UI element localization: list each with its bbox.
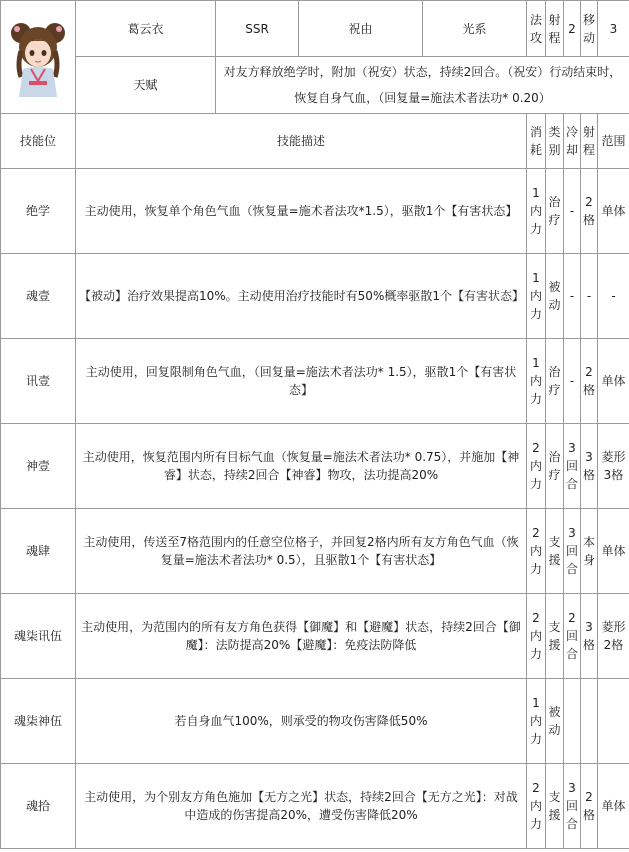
skill-desc: 若自身血气100%，则承受的物攻伤害降低50% xyxy=(76,679,527,764)
talent-label: 天赋 xyxy=(76,57,216,114)
skill-slot: 魂柒神伍 xyxy=(1,679,76,764)
table-row xyxy=(1,679,629,764)
skill-range: - xyxy=(581,254,598,339)
skill-area: 菱形3格 xyxy=(598,424,629,509)
skill-range: 2格 xyxy=(581,764,598,849)
header-cost: 消耗 xyxy=(527,114,546,169)
skill-category: 治疗 xyxy=(546,424,564,509)
skill-range xyxy=(581,679,598,764)
skill-area: 单体 xyxy=(598,764,629,849)
skill-cost: 2内力 xyxy=(527,764,546,849)
hero-portrait xyxy=(1,1,76,114)
skill-cooldown: 3回合 xyxy=(564,424,581,509)
skill-area: 单体 xyxy=(598,509,629,594)
hero-portrait-icon xyxy=(7,7,69,103)
skill-desc: 主动使用，为个别友方角色施加【无方之光】状态，持续2回合【无方之光】：对战中造成的伤害提高20%，遭受伤害降低20% xyxy=(76,764,527,849)
talent-text: 对友方释放绝学时，附加（祝安）状态，持续2回合。（祝安）行动结束时，恢复自身气血，（回复量=施法术者法功* 0.20） xyxy=(216,57,629,114)
skill-category: 被动 xyxy=(546,254,564,339)
hero-info-row xyxy=(1,1,629,57)
skill-category: 支援 xyxy=(546,764,564,849)
skill-cooldown: - xyxy=(564,169,581,254)
skill-category: 被动 xyxy=(546,679,564,764)
table-row xyxy=(1,764,629,849)
hero-move-value: 3 xyxy=(598,1,629,57)
skill-area: - xyxy=(598,254,629,339)
header-area: 范围 xyxy=(598,114,629,169)
skill-range: 本身 xyxy=(581,509,598,594)
skill-slot: 魂壹 xyxy=(1,254,76,339)
hero-element: 光系 xyxy=(423,1,527,57)
skill-desc: 【被动】治疗效果提高10%。主动使用治疗技能时有50%概率驱散1个【有害状态】 xyxy=(76,254,527,339)
hero-rarity: SSR xyxy=(216,1,299,57)
skill-desc: 主动使用，为范围内的所有友方角色获得【御魔】和【避魔】状态，持续2回合【御魔】：法防提高20%【避魔】：免疫法防降低 xyxy=(76,594,527,679)
table-header-row xyxy=(1,114,629,169)
table-row xyxy=(1,594,629,679)
header-category: 类别 xyxy=(546,114,564,169)
header-slot: 技能位 xyxy=(1,114,76,169)
skill-range: 3格 xyxy=(581,594,598,679)
header-cooldown: 冷却 xyxy=(564,114,581,169)
hero-name: 葛云衣 xyxy=(76,1,216,57)
skill-slot: 魂拾 xyxy=(1,764,76,849)
skill-cooldown: 2回合 xyxy=(564,594,581,679)
skill-slot: 讯壹 xyxy=(1,339,76,424)
skill-cooldown: - xyxy=(564,339,581,424)
skill-range: 2格 xyxy=(581,169,598,254)
skill-cost: 1内力 xyxy=(527,254,546,339)
skill-desc: 主动使用，回复限制角色气血，（回复量=施法术者法功* 1.5），驱散1个【有害状态】 xyxy=(76,339,527,424)
table-row xyxy=(1,424,629,509)
skill-area: 单体 xyxy=(598,339,629,424)
skill-category: 治疗 xyxy=(546,339,564,424)
skill-slot: 魂柒讯伍 xyxy=(1,594,76,679)
hero-range-label: 射程 xyxy=(546,1,564,57)
skill-category: 治疗 xyxy=(546,169,564,254)
skill-cost: 2内力 xyxy=(527,424,546,509)
skill-slot: 神壹 xyxy=(1,424,76,509)
skill-cost: 1内力 xyxy=(527,339,546,424)
skill-desc: 主动使用，恢复单个角色气血（恢复量=施术者法攻*1.5），驱散1个【有害状态】 xyxy=(76,169,527,254)
header-desc: 技能描述 xyxy=(76,114,527,169)
skill-cooldown: - xyxy=(564,254,581,339)
skill-range: 2格 xyxy=(581,339,598,424)
header-range: 射程 xyxy=(581,114,598,169)
skill-area: 单体 xyxy=(598,169,629,254)
talent-row xyxy=(1,57,629,114)
skill-range: 3格 xyxy=(581,424,598,509)
skill-cost: 1内力 xyxy=(527,169,546,254)
skill-cost: 2内力 xyxy=(527,509,546,594)
skill-cost: 1内力 xyxy=(527,679,546,764)
skill-cost: 2内力 xyxy=(527,594,546,679)
table-row xyxy=(1,169,629,254)
table-row xyxy=(1,254,629,339)
skill-cooldown: 3回合 xyxy=(564,764,581,849)
hero-role: 祝由 xyxy=(299,1,423,57)
skill-area: 菱形2格 xyxy=(598,594,629,679)
hero-range-value: 2 xyxy=(564,1,581,57)
skill-slot: 魂肆 xyxy=(1,509,76,594)
skill-category: 支援 xyxy=(546,509,564,594)
skill-desc: 主动使用，传送至7格范围内的任意空位格子，并回复2格内所有友方角色气血（恢复量=施法术者法功* 0.5），且驱散1个【有害状态】 xyxy=(76,509,527,594)
skill-area xyxy=(598,679,629,764)
hero-attack-type: 法攻 xyxy=(527,1,546,57)
table-row xyxy=(1,509,629,594)
skill-slot: 绝学 xyxy=(1,169,76,254)
skill-desc: 主动使用，恢复范围内所有目标气血（恢复量=施法术者法功* 0.75），并施加【神睿】状态，持续2回合【神睿】物攻，法功提高20% xyxy=(76,424,527,509)
skill-category: 支援 xyxy=(546,594,564,679)
hero-move-label: 移动 xyxy=(581,1,598,57)
table-row xyxy=(1,339,629,424)
skill-cooldown: 3回合 xyxy=(564,509,581,594)
skill-cooldown xyxy=(564,679,581,764)
